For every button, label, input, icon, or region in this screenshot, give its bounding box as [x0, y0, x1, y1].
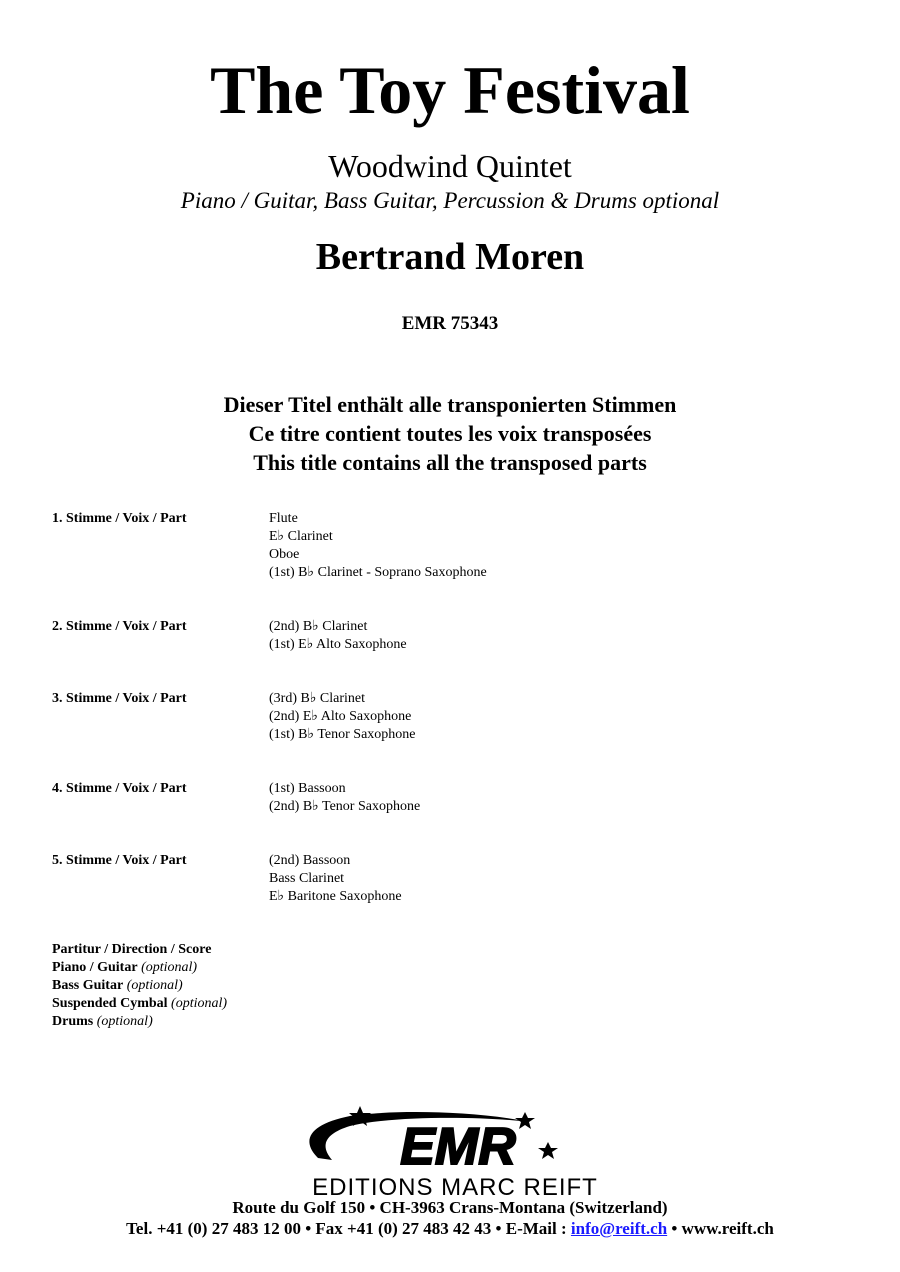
contact-phone-fax: Tel. +41 (0) 27 483 12 00 • Fax +41 (0) 27 483 42 43 • E-Mail : [126, 1219, 571, 1238]
part-label-4: 4. Stimme / Voix / Part [52, 781, 187, 796]
part-instrument: Oboe [269, 547, 300, 562]
catalog-number: EMR 75343 [401, 313, 499, 334]
extra-part-note: (optional) [171, 996, 228, 1011]
extra-part-name: Drums [52, 1014, 94, 1029]
extra-part-note: (optional) [126, 978, 183, 993]
publisher-address: Route du Golf 150 • CH-3963 Crans-Montana (Switzerland) [232, 1198, 668, 1217]
part-instrument: (3rd) B♭ Clarinet [269, 691, 366, 706]
extra-part-name: Suspended Cymbal [52, 996, 168, 1011]
star-icon [538, 1142, 558, 1159]
publisher-logo [240, 1100, 670, 1200]
part-instrument: E♭ Clarinet [269, 529, 333, 544]
extra-part [52, 977, 227, 995]
part-instrument: (1st) Bassoon [269, 781, 346, 796]
part-instruments-3 [269, 690, 416, 744]
part-label-5: 5. Stimme / Voix / Part [52, 853, 187, 868]
part-instrument: Flute [269, 511, 298, 526]
notice-french: Ce titre contient toutes les voix transposées [248, 421, 652, 446]
part-instrument: (1st) B♭ Tenor Saxophone [269, 727, 416, 742]
extra-parts-list [52, 941, 227, 1031]
extra-part-note: (optional) [96, 1014, 153, 1029]
part-instruments-4 [269, 780, 420, 816]
part-label-1: 1. Stimme / Voix / Part [52, 511, 187, 526]
extra-part [52, 959, 227, 977]
extra-part-name: Piano / Guitar [52, 960, 138, 975]
extra-part [52, 1013, 227, 1031]
part-instruments-2 [269, 618, 407, 654]
publisher-name: EDITIONS MARC REIFT [312, 1174, 598, 1200]
page-title: The Toy Festival [210, 52, 690, 128]
part-instrument: (2nd) B♭ Tenor Saxophone [269, 799, 421, 814]
part-instrument: (2nd) B♭ Clarinet [269, 619, 368, 634]
extra-part-note: (optional) [141, 960, 198, 975]
extra-part [52, 995, 227, 1013]
part-instruments-1 [269, 510, 487, 582]
part-instrument: Bass Clarinet [269, 871, 345, 886]
subtitle: Woodwind Quintet [328, 148, 572, 184]
extra-part-name: Partitur / Direction / Score [52, 942, 212, 957]
part-instrument: (2nd) Bassoon [269, 853, 351, 868]
optional-instruments-line: Piano / Guitar, Bass Guitar, Percussion & Drums optional [180, 188, 720, 213]
publisher-contact [0, 1218, 900, 1240]
email-link[interactable]: info@reift.ch [570, 1219, 668, 1238]
part-label-3: 3. Stimme / Voix / Part [52, 691, 187, 706]
notice-english: This title contains all the transposed parts [253, 450, 647, 475]
extra-part-name: Bass Guitar [52, 978, 124, 993]
part-instruments-5 [269, 852, 402, 906]
extra-part [52, 941, 227, 959]
logo-emr-text: EMR [400, 1118, 516, 1176]
part-label-2: 2. Stimme / Voix / Part [52, 619, 187, 634]
notice-german: Dieser Titel enthält alle transponierten Stimmen [223, 392, 677, 417]
contact-website: • www.reift.ch [667, 1219, 774, 1238]
part-instrument: (2nd) E♭ Alto Saxophone [269, 709, 412, 724]
part-instrument: (1st) B♭ Clarinet - Soprano Saxophone [269, 565, 487, 580]
part-instrument: E♭ Baritone Saxophone [269, 889, 402, 904]
composer-name: Bertrand Moren [315, 236, 585, 278]
part-instrument: (1st) E♭ Alto Saxophone [269, 637, 407, 652]
